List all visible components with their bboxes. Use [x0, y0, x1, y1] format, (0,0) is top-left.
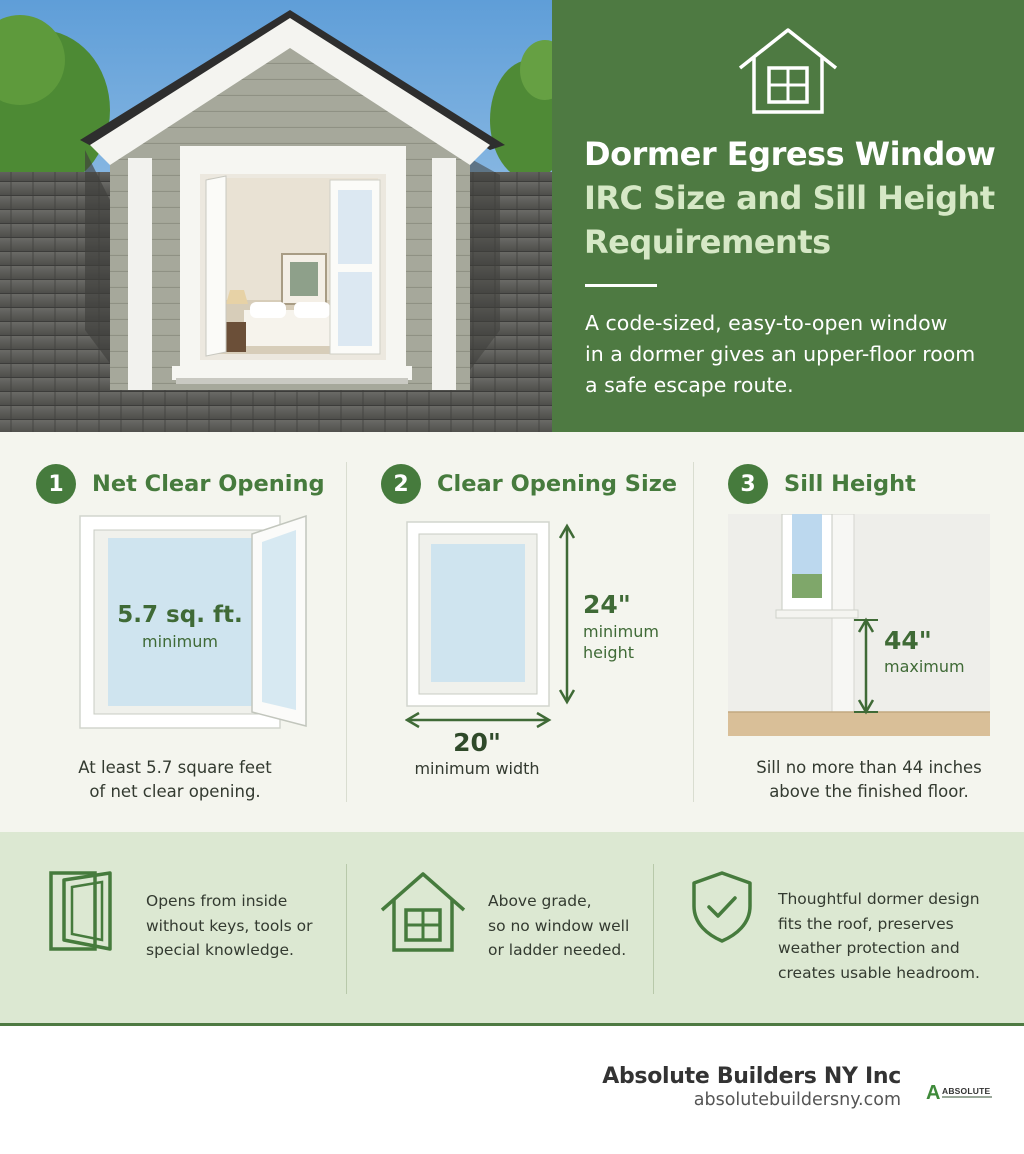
- feature-line-2: without keys, tools or: [146, 916, 313, 935]
- title-divider: [585, 284, 657, 287]
- dormer-photo: [0, 0, 552, 432]
- feature-divider: [346, 864, 347, 994]
- net-clear-note: minimum: [142, 632, 218, 651]
- step-caption: [20, 756, 330, 804]
- footer: [0, 1029, 1024, 1154]
- description-line-1: A code-sized, easy-to-open window: [585, 311, 948, 335]
- step-number-badge: 3: [728, 464, 768, 504]
- company-name: Absolute Builders NY Inc: [602, 1064, 901, 1089]
- step-clear-opening-size: [347, 432, 693, 832]
- feature-line-3: special knowledge.: [146, 941, 294, 959]
- house-window-icon: [736, 26, 840, 116]
- title-line-3: Requirements: [584, 223, 831, 261]
- caption-line-1: Sill no more than 44 inches: [756, 758, 982, 777]
- company-logo: [926, 1083, 996, 1105]
- feature-dormer-design: [654, 832, 1024, 1026]
- title-line-2: IRC Size and Sill Height: [584, 179, 995, 217]
- step-number-badge: 1: [36, 464, 76, 504]
- step-number-badge: 2: [381, 464, 421, 504]
- hero-panel: [552, 0, 1024, 432]
- feature-line-1: Thoughtful dormer design: [778, 890, 980, 908]
- step-divider: [346, 462, 347, 802]
- shield-check-icon: [690, 870, 754, 944]
- hero-description: [585, 308, 1005, 401]
- width-value: 20": [453, 728, 501, 757]
- feature-divider: [653, 864, 654, 994]
- sill-height-illustration: [728, 514, 990, 740]
- logo-subline: [942, 1096, 992, 1098]
- feature-text: [146, 889, 346, 963]
- sill-value: 44": [884, 626, 932, 655]
- logo-word: ABSOLUTE: [942, 1086, 991, 1096]
- feature-text: [778, 887, 1018, 985]
- sill-note: maximum: [884, 657, 965, 676]
- step-divider: [693, 462, 694, 802]
- description-line-2: in a dormer gives an upper-floor room: [585, 342, 976, 366]
- house-window-icon: [378, 870, 468, 954]
- caption-line-2: of net clear opening.: [89, 782, 261, 801]
- feature-line-3: weather protection and: [778, 939, 960, 957]
- height-value: 24": [583, 590, 631, 619]
- step-net-clear-opening: [0, 432, 346, 832]
- requirements-section: [0, 432, 1024, 832]
- feature-line-1: Above grade,: [488, 892, 592, 910]
- feature-text: [488, 889, 658, 963]
- height-note: [583, 621, 659, 663]
- net-clear-value: 5.7 sq. ft.: [117, 602, 243, 628]
- feature-above-grade: [347, 832, 653, 1026]
- caption-line-2: above the finished floor.: [769, 782, 969, 801]
- feature-line-1: Opens from inside: [146, 892, 288, 910]
- step-title: Net Clear Opening: [92, 471, 325, 497]
- feature-line-4: creates usable headroom.: [778, 963, 980, 982]
- open-casement-window-icon: [48, 870, 116, 954]
- window-dimension-illustration: [405, 520, 585, 732]
- description-line-3: a safe escape route.: [585, 373, 794, 397]
- height-note-line-1: minimum: [583, 622, 659, 641]
- feature-opens-inside: [0, 832, 346, 1026]
- caption-line-1: At least 5.7 square feet: [78, 758, 272, 777]
- feature-line-2: fits the roof, preserves: [778, 914, 954, 933]
- feature-line-2: so no window well: [488, 916, 630, 935]
- features-section: [0, 832, 1024, 1026]
- step-caption: [724, 756, 1014, 804]
- title-line-1: Dormer Egress Window: [584, 135, 996, 173]
- step-title: Clear Opening Size: [437, 471, 678, 497]
- feature-line-3: or ladder needed.: [488, 941, 627, 959]
- website-link[interactable]: absolutebuildersny.com: [693, 1090, 901, 1110]
- hero-section: [0, 0, 1024, 432]
- step-title: Sill Height: [784, 471, 916, 497]
- height-note-line-2: height: [583, 643, 634, 662]
- width-note: minimum width: [414, 759, 540, 778]
- logo-letter: A: [926, 1082, 941, 1104]
- page-title: [584, 132, 1004, 264]
- step-sill-height: [694, 432, 1024, 832]
